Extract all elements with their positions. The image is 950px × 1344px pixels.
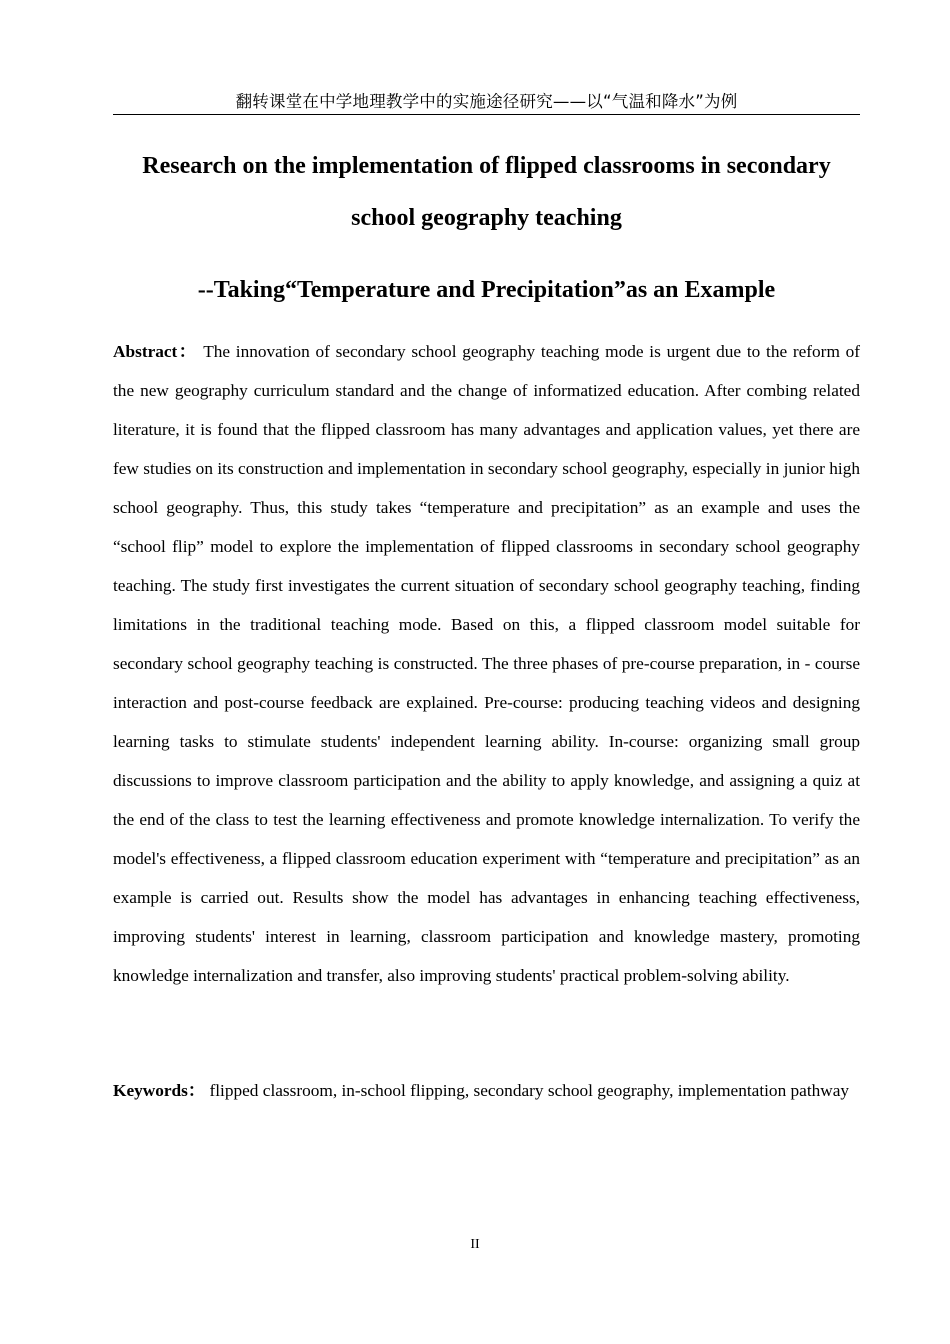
abstract-paragraph — [113, 332, 860, 995]
keywords-paragraph — [113, 1072, 860, 1110]
paper-title — [100, 140, 873, 244]
page-number: II — [470, 1237, 480, 1252]
paper-title-line-2: school geography teaching — [351, 205, 622, 231]
paper-title-line-1: Research on the implementation of flipped classrooms in secondary — [142, 153, 831, 179]
keywords-text: flipped classroom, in-school flipping, secondary school geography, implementation pathway — [209, 1081, 850, 1100]
abstract-label: Abstract： — [113, 342, 198, 361]
running-header: 翻转课堂在中学地理教学中的实施途径研究——以“气温和降水”为例 — [235, 92, 738, 111]
header-rule — [113, 114, 860, 115]
abstract-text: The innovation of secondary school geography teaching mode is urgent due to the reform of the new geography curriculum standard and the change of informatized education. After combing related literature, it is found that the flipped classroom has many advantages and application values, yet there are few studies on its construction and implementation in secondary school geography, especially in junior high school geography. Thus, this study takes “temperature and precipitation” as an example and uses the “school flip” model to explore the implementation of flipped classrooms in secondary school geography teaching. The study first investigates the current situation of secondary school geography teaching, finding limitations in the traditional teaching mode. Based on this, a flipped classroom model suitable for secondary school geography teaching is constructed. The three phases of pre-course preparation, in - course interaction and post-course feedback are explained. Pre-course: producing teaching videos and designing learning tasks to stimulate students' independent learning ability. In-course: organizing small group discussions to improve classroom participation and the ability to apply knowledge, and assigning a quiz at the end of the class to test the learning effectiveness and promote knowledge internalization. To verify the model's effectiveness, a flipped classroom education experiment with “temperature and precipitation” as an example is carried out. Results show the model has advantages in enhancing teaching effectiveness, improving students' interest in learning, classroom participation and knowledge mastery, promoting knowledge internalization and transfer, also improving students' practical problem-solving ability. — [113, 342, 861, 985]
paper-subtitle: --Taking“Temperature and Precipitation”as an Example — [197, 277, 776, 303]
keywords-label: Keywords： — [113, 1081, 206, 1100]
